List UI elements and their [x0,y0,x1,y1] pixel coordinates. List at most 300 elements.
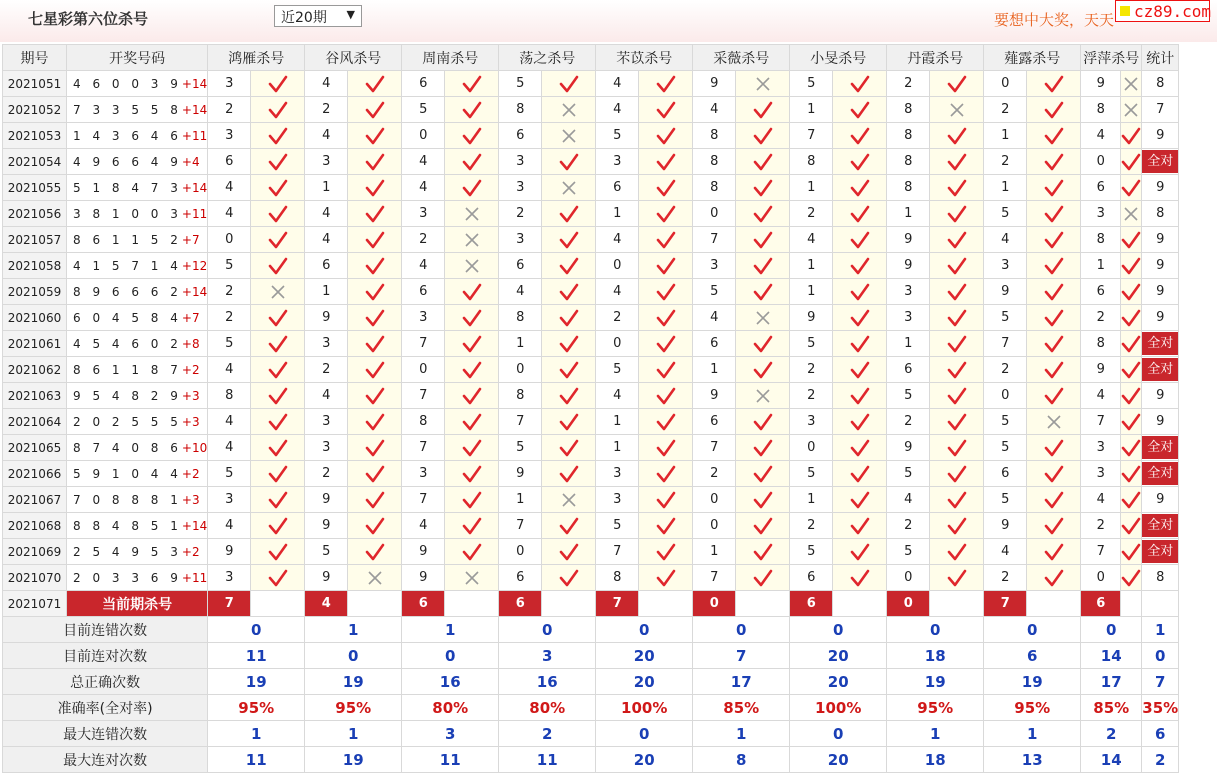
stats-value: 8 [693,747,790,773]
table-row [3,97,1179,123]
kill-result [930,279,984,305]
check-icon [251,543,304,561]
draw-sum: +2 [181,362,200,377]
kill-result [833,461,887,487]
kill-result [348,539,402,565]
check-icon [348,257,401,275]
kill-result [251,97,305,123]
kill-value: 4 [305,383,348,409]
kill-result [930,331,984,357]
kill-value: 9 [887,227,930,253]
check-icon [833,335,886,353]
issue-number: 2021066 [3,461,67,487]
check-icon [639,127,692,145]
table-row [3,461,1179,487]
check-icon [736,179,789,197]
kill-result [251,539,305,565]
check-icon [833,465,886,483]
stats-value: 1 [208,721,305,747]
period-select[interactable] [274,5,362,27]
kill-result [833,149,887,175]
check-icon [1121,517,1141,535]
check-icon [833,179,886,197]
kill-value: 3 [596,461,639,487]
kill-result [445,97,499,123]
check-icon [639,491,692,509]
kill-value: 4 [984,539,1027,565]
stats-label: 目前连对次数 [3,643,208,669]
kill-value: 1 [790,487,833,513]
kill-result [1121,123,1142,149]
draw-sum: +11 [181,128,208,143]
check-icon [1121,361,1141,379]
site-logo[interactable] [1115,0,1210,22]
kill-value: 8 [693,123,736,149]
kill-result [348,357,402,383]
kill-result [639,149,693,175]
kill-result [251,409,305,435]
kill-value: 3 [499,227,542,253]
kill-value: 5 [402,97,445,123]
check-icon [348,101,401,119]
row-total: 9 [1142,279,1179,305]
stats-total: 0 [1142,643,1179,669]
check-icon [445,179,498,197]
kill-value: 8 [499,383,542,409]
stats-value: 80% [402,695,499,721]
kill-result [1121,201,1142,227]
issue-number: 2021055 [3,175,67,201]
stats-value: 0 [790,617,887,643]
check-icon [639,257,692,275]
kill-result [348,201,402,227]
kill-result [639,123,693,149]
check-icon [445,439,498,457]
table-row [3,71,1179,97]
kill-result [639,175,693,201]
kill-result [639,539,693,565]
check-icon [348,335,401,353]
kill-result [736,357,790,383]
kill-value: 0 [402,123,445,149]
slogan-text: 要想中大奖，天天 [994,11,1115,29]
check-icon [1027,361,1080,379]
draw-sum: +2 [181,544,200,559]
kill-value: 4 [208,435,251,461]
check-icon [251,179,304,197]
kill-value: 2 [305,461,348,487]
kill-result [445,175,499,201]
kill-result [251,357,305,383]
row-total: 9 [1142,123,1179,149]
kill-value: 5 [305,539,348,565]
kill-value: 5 [596,123,639,149]
kill-value: 9 [790,305,833,331]
kill-result [1027,357,1081,383]
check-icon [639,179,692,197]
issue-number: 2021061 [3,331,67,357]
kill-result [930,97,984,123]
table-row [3,513,1179,539]
kill-result [251,175,305,201]
check-icon [930,335,983,353]
kill-value: 7 [402,383,445,409]
kill-result [1121,513,1142,539]
kill-result [930,435,984,461]
kill-value: 1 [596,409,639,435]
current-kill-value: 4 [305,591,348,617]
kill-result [833,227,887,253]
kill-result [1121,149,1142,175]
kill-value: 6 [499,565,542,591]
check-icon [251,413,304,431]
kill-result [1121,435,1142,461]
draw-sum: +14 [181,518,208,533]
check-icon [445,153,498,171]
stats-value: 17 [693,669,790,695]
kill-result [348,383,402,409]
stats-row [3,695,1179,721]
stats-value: 1 [402,617,499,643]
stats-value: 0 [1081,617,1142,643]
row-total: 9 [1142,383,1179,409]
check-icon [639,465,692,483]
check-icon [542,231,595,249]
row-total [1142,461,1179,487]
check-icon [1027,309,1080,327]
stats-value: 19 [984,669,1081,695]
kill-result [736,201,790,227]
draw-digits: 2 5 4 9 5 3 [73,544,182,559]
kill-value: 3 [208,487,251,513]
check-icon [1027,153,1080,171]
draw-digits: 4 5 4 6 0 2 [73,336,182,351]
draw-numbers [67,461,208,487]
issue-number: 2021064 [3,409,67,435]
check-icon [251,309,304,327]
check-icon [251,569,304,587]
kill-value: 2 [790,383,833,409]
kill-result [736,409,790,435]
stats-value: 2 [499,721,596,747]
kill-result [445,357,499,383]
kill-value: 9 [1081,357,1121,383]
table-row [3,305,1179,331]
kill-result [542,513,596,539]
kill-result [445,409,499,435]
kill-result [348,227,402,253]
check-icon [542,361,595,379]
draw-digits: 5 1 8 4 7 3 [73,180,182,195]
kill-value: 8 [887,175,930,201]
stats-total: 35% [1142,695,1179,721]
kill-value: 9 [305,565,348,591]
kill-value: 7 [402,331,445,357]
check-icon [445,75,498,93]
kill-result [348,565,402,591]
kill-value: 9 [305,513,348,539]
kill-result [445,487,499,513]
check-icon [348,205,401,223]
check-icon [251,387,304,405]
draw-numbers [67,513,208,539]
check-icon [542,543,595,561]
draw-numbers [67,201,208,227]
table-row [3,123,1179,149]
kill-result [639,331,693,357]
draw-sum: +11 [181,570,208,585]
current-kill-blank [1121,591,1142,617]
check-icon [736,569,789,587]
stats-value: 0 [596,721,693,747]
kill-value: 7 [693,227,736,253]
table-row [3,175,1179,201]
check-icon [251,205,304,223]
kill-value: 1 [305,279,348,305]
kill-result [251,461,305,487]
stats-value: 1 [887,721,984,747]
stats-row [3,617,1179,643]
kill-result [1121,97,1142,123]
check-icon [542,309,595,327]
stats-value: 1 [984,721,1081,747]
kill-value: 1 [790,253,833,279]
kill-value: 3 [402,201,445,227]
check-icon [445,127,498,145]
stats-value: 80% [499,695,596,721]
check-icon [251,153,304,171]
kill-result [542,97,596,123]
kill-result [445,201,499,227]
kill-value: 4 [1081,123,1121,149]
check-icon [251,465,304,483]
all-correct-badge: 全对 [1142,514,1178,537]
stats-value: 7 [693,643,790,669]
check-icon [1121,179,1141,197]
check-icon [639,439,692,457]
draw-digits: 8 8 4 8 5 1 [73,518,182,533]
kill-result [542,149,596,175]
check-icon [930,439,983,457]
kill-result [736,97,790,123]
check-icon [348,387,401,405]
check-icon [639,543,692,561]
kill-value: 0 [693,201,736,227]
cross-icon [542,128,595,144]
kill-value: 5 [790,331,833,357]
kill-result [930,539,984,565]
kill-result [251,565,305,591]
kill-result [1121,461,1142,487]
check-icon [348,231,401,249]
kill-result [930,71,984,97]
check-icon [930,205,983,223]
kill-value: 7 [790,123,833,149]
kill-result [833,253,887,279]
kill-result [930,201,984,227]
draw-digits: 4 6 0 0 3 9 [73,76,182,91]
kill-value: 3 [305,409,348,435]
check-icon [1027,205,1080,223]
draw-digits: 8 9 6 6 6 2 [73,284,182,299]
draw-digits: 2 0 3 3 6 9 [73,570,182,585]
check-icon [542,439,595,457]
kill-result [542,565,596,591]
kill-result [736,71,790,97]
kill-value: 9 [693,71,736,97]
kill-value: 2 [887,71,930,97]
check-icon [639,231,692,249]
logo-text: cz89.com [1134,2,1212,21]
check-icon [251,335,304,353]
check-icon [445,465,498,483]
check-icon [930,153,983,171]
kill-result [736,279,790,305]
kill-result [542,175,596,201]
row-total [1142,357,1179,383]
kill-value: 2 [208,97,251,123]
kill-value: 3 [499,175,542,201]
kill-result [542,539,596,565]
issue-number: 2021069 [3,539,67,565]
check-icon [930,309,983,327]
kill-result [639,97,693,123]
kill-value: 8 [693,149,736,175]
kill-result [833,97,887,123]
check-icon [833,439,886,457]
kill-value: 4 [305,201,348,227]
kill-value: 0 [596,253,639,279]
check-icon [736,361,789,379]
check-icon [1027,179,1080,197]
kill-value: 5 [208,331,251,357]
kill-result [833,201,887,227]
header-bar [0,0,1217,42]
kill-value: 2 [984,357,1027,383]
stats-value: 16 [402,669,499,695]
kill-result [1027,461,1081,487]
stats-value: 14 [1081,747,1142,773]
row-total: 7 [1142,97,1179,123]
stats-label: 目前连错次数 [3,617,208,643]
kill-result [639,461,693,487]
check-icon [348,309,401,327]
issue-number: 2021062 [3,357,67,383]
draw-numbers [67,539,208,565]
issue-number: 2021068 [3,513,67,539]
check-icon [445,491,498,509]
row-total [1142,539,1179,565]
table-row [3,565,1179,591]
draw-sum: +3 [181,492,200,507]
draw-numbers [67,409,208,435]
kill-result [251,435,305,461]
kill-value: 3 [208,123,251,149]
kill-value: 2 [984,565,1027,591]
kill-value: 8 [596,565,639,591]
check-icon [1027,257,1080,275]
current-kill-value: 0 [887,591,930,617]
kill-result [736,175,790,201]
col-header: 开奖号码 [67,45,208,71]
check-icon [639,335,692,353]
kill-result [833,123,887,149]
kill-result [542,409,596,435]
stats-value: 16 [499,669,596,695]
kill-value: 5 [887,383,930,409]
kill-result [1121,383,1142,409]
kill-result [833,513,887,539]
draw-numbers [67,227,208,253]
kill-value: 9 [984,279,1027,305]
kill-result [542,71,596,97]
col-header: 小旻杀号 [790,45,887,71]
kill-value: 8 [208,383,251,409]
col-header: 芣苡杀号 [596,45,693,71]
chevron-down-icon: ▼ [346,8,355,21]
current-kill-value: 6 [1081,591,1121,617]
kill-value: 1 [305,175,348,201]
kill-result [251,279,305,305]
draw-numbers [67,487,208,513]
kill-result [1027,227,1081,253]
kill-value: 7 [693,435,736,461]
check-icon [445,387,498,405]
kill-value: 5 [984,487,1027,513]
draw-digits: 5 9 1 0 4 4 [73,466,182,481]
check-icon [542,517,595,535]
kill-value: 7 [596,539,639,565]
cross-icon [1027,414,1080,430]
kill-result [930,487,984,513]
current-kill-value: 7 [208,591,251,617]
check-icon [833,543,886,561]
kill-result [1121,227,1142,253]
kill-value: 3 [1081,461,1121,487]
cross-icon [445,232,498,248]
kill-result [542,253,596,279]
check-icon [736,543,789,561]
check-icon [1027,439,1080,457]
check-icon [348,517,401,535]
check-icon [930,179,983,197]
kill-value: 2 [887,513,930,539]
stats-label: 总正确次数 [3,669,208,695]
table-row [3,253,1179,279]
check-icon [736,101,789,119]
kill-value: 2 [790,201,833,227]
kill-result [542,227,596,253]
kill-result [1027,565,1081,591]
kill-value: 6 [693,331,736,357]
kill-result [1027,383,1081,409]
kill-result [930,305,984,331]
table-row [3,409,1179,435]
check-icon [833,205,886,223]
kill-result [542,123,596,149]
stats-total: 7 [1142,669,1179,695]
current-kill-blank [445,591,499,617]
kill-value: 9 [499,461,542,487]
check-icon [445,101,498,119]
kill-result [348,435,402,461]
check-icon [1027,231,1080,249]
kill-value: 2 [208,305,251,331]
check-icon [833,413,886,431]
stats-value: 0 [887,617,984,643]
check-icon [251,231,304,249]
check-icon [639,517,692,535]
